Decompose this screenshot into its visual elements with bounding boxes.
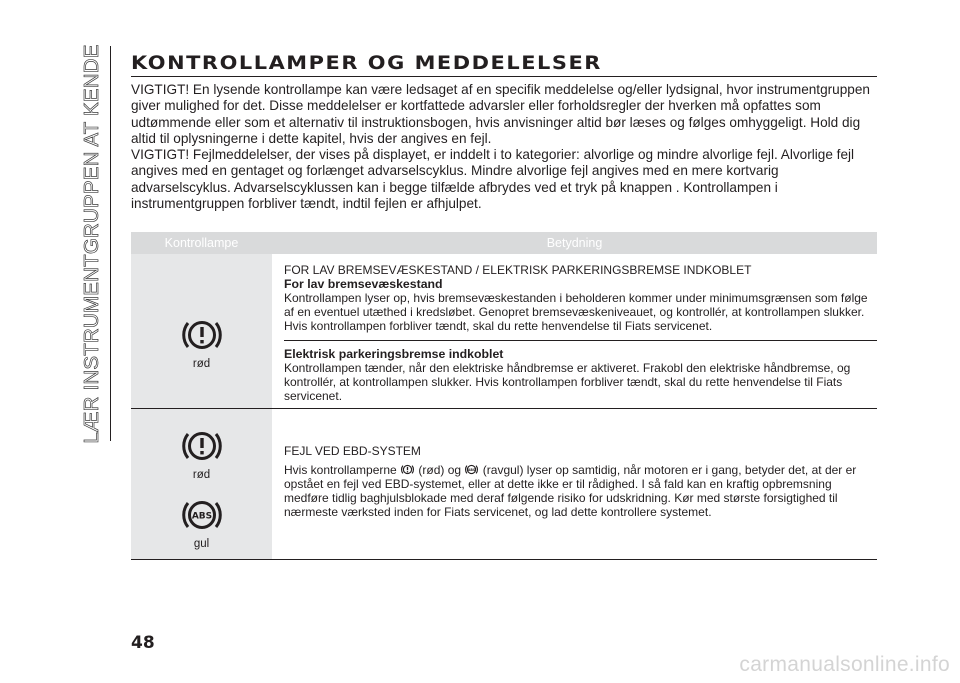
- table-row: [131, 254, 877, 409]
- header-lamp: Kontrollampe: [164, 236, 239, 250]
- brake-warning-icon: [400, 462, 415, 477]
- table-row: [131, 409, 877, 560]
- desc-part-b: (rød) og: [418, 463, 462, 477]
- lamp-cell: [131, 409, 272, 559]
- section-heading: KONTROLLAMPER OG MEDDELELSER: [131, 52, 602, 74]
- desc-part-a: Hvis kontrollamperne: [284, 463, 397, 477]
- abs-icon: [464, 462, 479, 477]
- side-tab-label: LÆR INSTRUMENTGRUPPEN AT KENDE: [80, 43, 103, 444]
- brake-warning-icon: [179, 312, 225, 358]
- intro-text: [131, 82, 877, 212]
- svg-text:ABS: ABS: [468, 467, 476, 472]
- meaning-cell: [272, 254, 877, 408]
- lamp-color-label: rød: [192, 358, 211, 370]
- row-bold-title-2: Elektrisk parkeringsbremse indkoblet: [284, 347, 504, 361]
- side-tab: [78, 43, 106, 444]
- abs-icon: [179, 492, 225, 538]
- row-bold-title: For lav bremsevæskestand: [284, 277, 443, 291]
- side-rule: [110, 46, 111, 441]
- brake-warning-icon: [179, 423, 225, 469]
- lamp-color-label: rød: [192, 469, 211, 481]
- row-description-2: Kontrollampen tænder, når den elektriske håndbremse er aktiveret. Frakobl den elektriske håndbremse, og kontrollér, at kontrollampen slukker. Hvis kontrollampen forbliver tændt, skal du rette henvendelse til Fiats servicenet.: [284, 361, 851, 403]
- desc-part-c: (ravgul) lyser op samtidig, når motoren er i gang, betyder det, at der er opstået en fejl ved EBD-systemet, eller at dette ikke er til rådighed. I så fald kan en kraftig opbremsning medføre tidlig baghjulsblokade med deraf følgende risiko for udskridning. Kør med største forsigtighed til nærmeste værksted inden for Fiats servicenet, og lad dette kontrollere systemet.: [284, 463, 857, 519]
- table-header: [131, 232, 877, 254]
- row-divider: [284, 340, 877, 341]
- lamp-color-label: gul: [193, 538, 210, 550]
- page-number: 48: [131, 633, 155, 653]
- lamp-cell: [131, 254, 272, 408]
- header-meaning: Betydning: [546, 236, 603, 250]
- watermark: carmanualsonline.info: [739, 653, 950, 676]
- heading-rule: [131, 76, 877, 77]
- row-caps-title: FOR LAV BREMSEVÆSKESTAND / ELEKTRISK PARKERINGSBREMSE INDKOBLET: [284, 263, 752, 277]
- row-description: [284, 462, 877, 519]
- intro-paragraph-2: VIGTIGT! Fejlmeddelelser, der vises på displayet, er inddelt i to kategorier: alvorlige og mindre alvorlige fejl. Alvorlige fejl angives med en gentaget og forlænget advarselscyklus. Mindre alvorlige fejl angives med en mere kortvarig advarselscyklus. Advarselscyklussen kan i begge tilfælde afbrydes ved et tryk på knappen . Kontrollampen i instrumentgruppen forbliver tændt, indtil fejlen er afhjulpet.: [131, 147, 855, 212]
- meaning-cell: [272, 409, 877, 559]
- row-description: Kontrollampen lyser op, hvis bremsevæskestanden i beholderen kommer under minimumsgrænsen som følge af en eventuel utæthed i kredsløbet. Genopret bremsevæskeniveauet, og kontrollér, at kontrollampen slukker. Hvis kontrollampen forbliver tændt, skal du rette henvendelse til Fiats servicenet.: [284, 291, 868, 333]
- svg-text:ABS: ABS: [191, 511, 212, 522]
- intro-paragraph-1: VIGTIGT! En lysende kontrollampe kan være ledsaget af en specifik meddelelse og/eller lydsignal, hvor instrumentgruppen giver mulighed for det. Disse meddelelser er kortfattede advarsler eller forholdsregler der hverken må opfattes som udtømmende eller som et alternativ til instruktionsbogen, hvis anvisninger altid bør læses og følges omhyggeligt. Hold dig altid til oplysningerne i dette kapitel, hvis der angives en fejl.: [131, 82, 870, 146]
- warning-lamp-table: [131, 232, 877, 560]
- row-caps-title: FEJL VED EBD-SYSTEM: [284, 444, 421, 458]
